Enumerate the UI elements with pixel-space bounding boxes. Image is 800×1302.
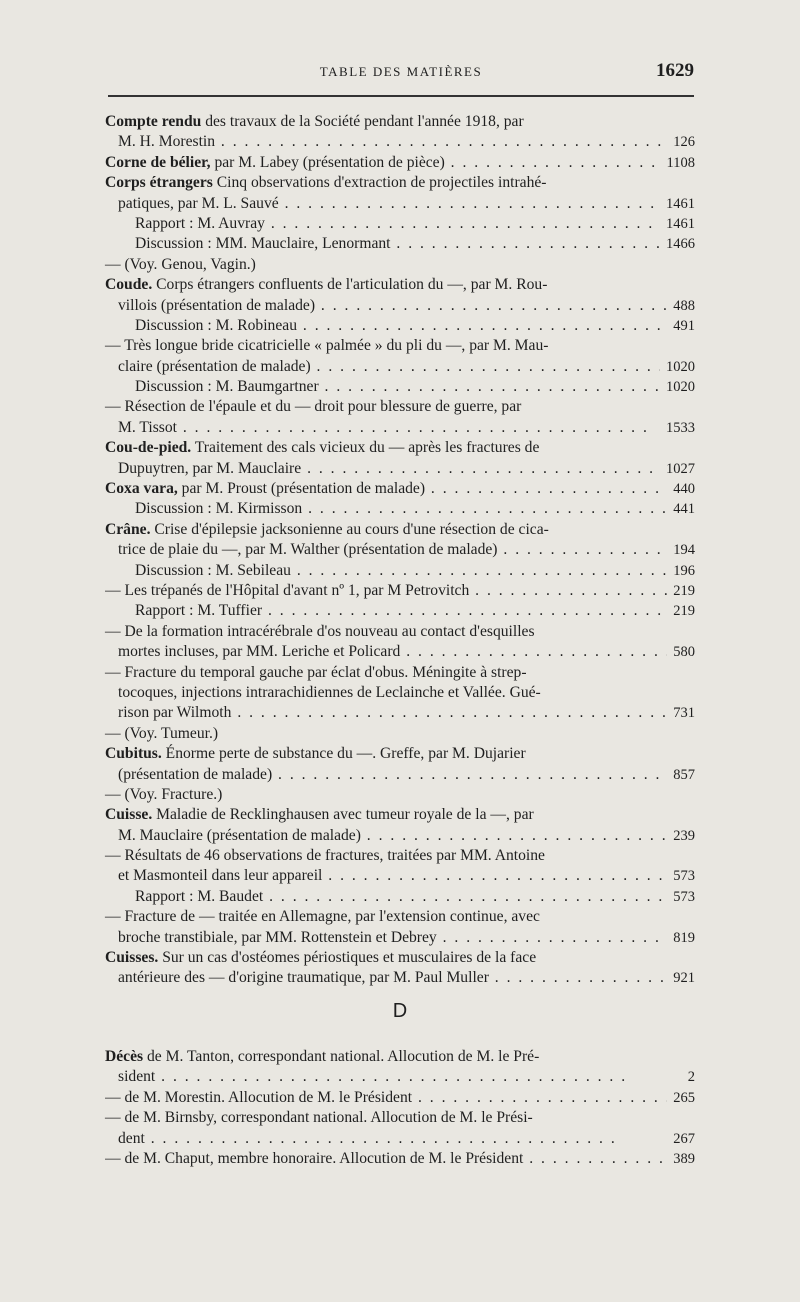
index-entry [105, 255, 695, 275]
entry-description: Discussion : M. Kirmisson [135, 500, 303, 518]
entry-heading: Décès [105, 1048, 144, 1065]
entry-description: Maladie de Recklinghausen avec tumeur royale de la —, par [152, 806, 534, 824]
entry-text [105, 337, 548, 354]
entry-text [135, 378, 695, 395]
index-entry [105, 601, 695, 621]
index-entry [105, 581, 695, 601]
entry-text [135, 317, 695, 334]
entry-description: Corps étrangers confluents de l'articulation du —, par M. Rou- [152, 276, 548, 294]
entry-description: — De la formation intracérébrale d'os nouveau au contact d'esquilles [105, 622, 535, 640]
entry-text [118, 419, 649, 436]
entry-text [135, 562, 695, 579]
section-letter: D [392, 1000, 408, 1022]
entry-text [118, 297, 695, 314]
index-entry [105, 765, 695, 785]
entry-description: Crise d'épilepsie jacksonienne au cours d'une résection de cica- [150, 520, 549, 538]
index-entry [105, 112, 695, 132]
entry-text [105, 949, 536, 966]
index-entry [105, 153, 695, 173]
entry-page-number: 1461 [660, 214, 695, 234]
entry-text [118, 1130, 617, 1147]
index-entry [105, 173, 695, 193]
index-entries-d [105, 1047, 695, 1169]
entry-text [118, 766, 695, 783]
entry-text [105, 521, 549, 538]
index-entry [105, 907, 695, 927]
entry-description: trice de plaie du —, par M. Walther (présentation de malade) [118, 541, 498, 559]
entry-description: sident [118, 1068, 156, 1086]
index-entry [105, 805, 695, 825]
entry-text [135, 888, 695, 905]
entry-description: Dupuytren, par M. Mauclaire [118, 459, 302, 477]
entry-description: — Très longue bride cicatricielle « palmée » du pli du —, par M. Mau- [105, 337, 549, 355]
running-title: TABLE DES MATIÈRES [319, 64, 483, 79]
entry-page-number: 491 [667, 316, 695, 336]
entry-text [118, 1068, 627, 1085]
entry-description: (présentation de malade) [118, 765, 273, 783]
index-entry [105, 1149, 695, 1169]
entry-text [105, 256, 256, 273]
entry-description: tocoques, injections intrarachidiennes de Leclainche et Vallée. Gué- [118, 683, 541, 701]
entry-text [118, 358, 695, 375]
index-entry [105, 744, 695, 764]
entry-text [105, 154, 695, 171]
index-entry [105, 887, 695, 907]
entry-text [118, 929, 695, 946]
entry-heading: Coude. [105, 276, 153, 294]
entry-page-number: 573 [667, 887, 695, 907]
header-rule [108, 95, 694, 97]
entry-description: des travaux de la Société pendant l'année 1918, par [201, 113, 524, 130]
entry-description: Sur un cas d'ostéomes périostiques et musculaires de la face [158, 949, 537, 967]
entry-description: Traitement des cals vicieux du — après les fractures de [191, 439, 540, 457]
index-entry [105, 663, 695, 683]
index-entry [105, 132, 695, 152]
entry-description: villois (présentation de malade) [118, 296, 316, 314]
entry-page-number: 1108 [661, 153, 695, 173]
entry-text [105, 847, 545, 864]
index-entry [105, 866, 695, 886]
entry-heading: Coxa vara, [105, 480, 178, 498]
entry-description: patiques, par M. L. Sauvé [118, 194, 279, 212]
entry-page-number: 857 [667, 765, 695, 785]
entry-description: Rapport : M. Auvray [135, 214, 265, 232]
entry-heading: Cuisses. [105, 949, 159, 967]
index-entry [105, 316, 695, 336]
entry-description: broche transtibiale, par MM. Rottenstein et Debrey [118, 928, 437, 946]
entry-description: par M. Proust (présentation de malade) [177, 480, 426, 498]
index-entry [105, 1047, 695, 1067]
entry-description: — Fracture du temporal gauche par éclat d'obus. Méningite à strep- [105, 663, 527, 681]
entry-heading: Crâne. [105, 520, 151, 538]
entry-page-number: 731 [667, 703, 695, 723]
entry-page-number: 389 [667, 1149, 695, 1169]
entry-page-number: 573 [667, 866, 695, 886]
entry-description: claire (présentation de malade) [118, 357, 311, 375]
index-entry [105, 826, 695, 846]
entry-page-number: 1533 [660, 418, 695, 438]
index-entry [105, 336, 695, 356]
entry-page-number: 267 [667, 1129, 695, 1149]
entry-text [105, 1150, 695, 1167]
entry-description: — (Voy. Tumeur.) [105, 724, 219, 742]
entry-description: Discussion : M. Robineau [135, 316, 297, 334]
entry-description: antérieure des — d'origine traumatique, par M. Paul Muller [118, 969, 489, 987]
entry-description: par M. Labey (présentation de pièce) [210, 153, 445, 171]
entry-text [105, 725, 218, 742]
entry-description: Rapport : M. Tuffier [135, 602, 263, 620]
entry-text [135, 235, 695, 252]
entry-text [105, 113, 524, 130]
entry-text [105, 908, 540, 925]
index-entry [105, 846, 695, 866]
entry-text [118, 704, 695, 721]
entry-description: et Masmonteil dans leur appareil [118, 867, 323, 885]
index-entry [105, 357, 695, 377]
entry-text [105, 480, 695, 497]
index-entry [105, 1067, 695, 1087]
entry-page-number: 921 [667, 968, 695, 988]
entry-page-number: 239 [667, 826, 695, 846]
index-entry [105, 1129, 695, 1149]
entry-text [118, 541, 695, 558]
page-number: 1629 [656, 60, 694, 81]
index-entry [105, 479, 695, 499]
entry-page-number: 194 [667, 540, 695, 560]
entry-text [135, 500, 695, 517]
entry-heading: Corne de bélier, [105, 153, 211, 171]
entry-description: — Les trépanés de l'Hôpital d'avant nº 1, par M Petrovitch [105, 581, 470, 599]
index-entry [105, 968, 695, 988]
entry-text [105, 582, 695, 599]
entry-description: — de M. Morestin. Allocution de M. le Président [105, 1088, 413, 1106]
entry-text [105, 623, 535, 640]
entry-text [105, 786, 222, 803]
entry-text [105, 1109, 533, 1126]
entry-description: — de M. Chaput, membre honoraire. Allocution de M. le Président [105, 1149, 524, 1167]
index-entry [105, 214, 695, 234]
entry-text [105, 745, 526, 762]
entry-heading: Corps étrangers [105, 174, 213, 192]
entry-text [118, 195, 695, 212]
index-entry [105, 948, 695, 968]
index-entry [105, 234, 695, 254]
entry-text [105, 398, 521, 415]
index-entry [105, 724, 695, 744]
entry-text [105, 664, 527, 681]
entry-text [105, 174, 547, 191]
index-entry [105, 928, 695, 948]
entry-description: Discussion : MM. Mauclaire, Lenormant [135, 235, 391, 253]
index-entry [105, 499, 695, 519]
index-entry [105, 1108, 695, 1128]
entry-text [118, 643, 695, 660]
entry-page-number: 1461 [660, 194, 695, 214]
entry-page-number: 488 [667, 296, 695, 316]
index-entries-c [105, 112, 695, 989]
index-entry [105, 622, 695, 642]
entry-description: M. Tissot [118, 418, 177, 436]
entry-description: — Résection de l'épaule et du — droit pour blessure de guerre, par [105, 398, 522, 416]
entry-description: Cinq observations d'extraction de projectiles intrahé- [212, 174, 547, 192]
index-entry [105, 194, 695, 214]
index-entry [105, 1088, 695, 1108]
index-entry [105, 703, 695, 723]
entry-description: Énorme perte de substance du —. Greffe, par M. Dujarier [161, 745, 526, 763]
entry-text [105, 1089, 695, 1106]
entry-page-number: 219 [667, 601, 695, 621]
index-entry [105, 785, 695, 805]
entry-page-number: 440 [667, 479, 695, 499]
entry-description: Rapport : M. Baudet [135, 887, 264, 905]
entry-heading: Cubitus. [105, 745, 162, 763]
entry-text [118, 867, 695, 884]
index-entry [105, 377, 695, 397]
index-entry [105, 397, 695, 417]
entry-description: mortes incluses, par MM. Leriche et Policard [118, 643, 401, 661]
entry-page-number: 819 [667, 928, 695, 948]
entry-text [118, 827, 695, 844]
entry-text [118, 460, 695, 477]
entry-page-number: 2 [682, 1067, 695, 1087]
index-entry [105, 418, 695, 438]
entry-description: — (Voy. Fracture.) [105, 785, 223, 803]
entry-description: — Fracture de — traitée en Allemagne, par l'extension continue, avec [105, 908, 540, 926]
entry-heading: Compte rendu [105, 113, 202, 130]
index-entry [105, 520, 695, 540]
index-entry [105, 459, 695, 479]
index-entry [105, 438, 695, 458]
entry-description: Discussion : M. Baumgartner [135, 378, 319, 396]
entry-text [105, 1048, 539, 1065]
index-entry [105, 683, 695, 703]
entry-heading: Cuisse. [105, 806, 153, 824]
entry-heading: Cou-de-pied. [105, 439, 192, 457]
entry-page-number: 196 [667, 561, 695, 581]
index-entry [105, 275, 695, 295]
entry-description: de M. Tanton, correspondant national. Allocution de M. le Pré- [143, 1048, 540, 1065]
entry-description: rison par Wilmoth [118, 704, 232, 722]
entry-page-number: 441 [667, 499, 695, 519]
entry-page-number: 126 [667, 132, 695, 152]
entry-page-number: 265 [667, 1088, 695, 1108]
entry-page-number: 1466 [660, 234, 695, 254]
entry-page-number: 1020 [660, 357, 695, 377]
entry-description: — de M. Birnsby, correspondant national. Allocution de M. le Prési- [105, 1109, 533, 1127]
entry-text [105, 276, 547, 293]
index-entry [105, 561, 695, 581]
index-entry [105, 296, 695, 316]
entry-text [135, 215, 695, 232]
entry-description: dent [118, 1129, 145, 1147]
entry-page-number: 1020 [660, 377, 695, 397]
entry-description: — (Voy. Genou, Vagin.) [105, 255, 256, 273]
entry-text [118, 684, 541, 701]
index-entry [105, 540, 695, 560]
entry-description: M. H. Morestin [118, 133, 216, 151]
entry-text [105, 439, 539, 456]
entry-page-number: 219 [667, 581, 695, 601]
entry-text [135, 602, 695, 619]
entry-description: Discussion : M. Sebileau [135, 561, 291, 579]
entry-description: M. Mauclaire (présentation de malade) [118, 826, 361, 844]
entry-description: — Résultats de 46 observations de fractures, traitées par MM. Antoine [105, 847, 545, 865]
index-entry [105, 642, 695, 662]
entry-page-number: 1027 [660, 459, 695, 479]
entry-text [105, 806, 534, 823]
entry-text [118, 133, 687, 150]
page-header [108, 60, 694, 82]
entry-page-number: 580 [667, 642, 695, 662]
entry-text [118, 969, 695, 986]
